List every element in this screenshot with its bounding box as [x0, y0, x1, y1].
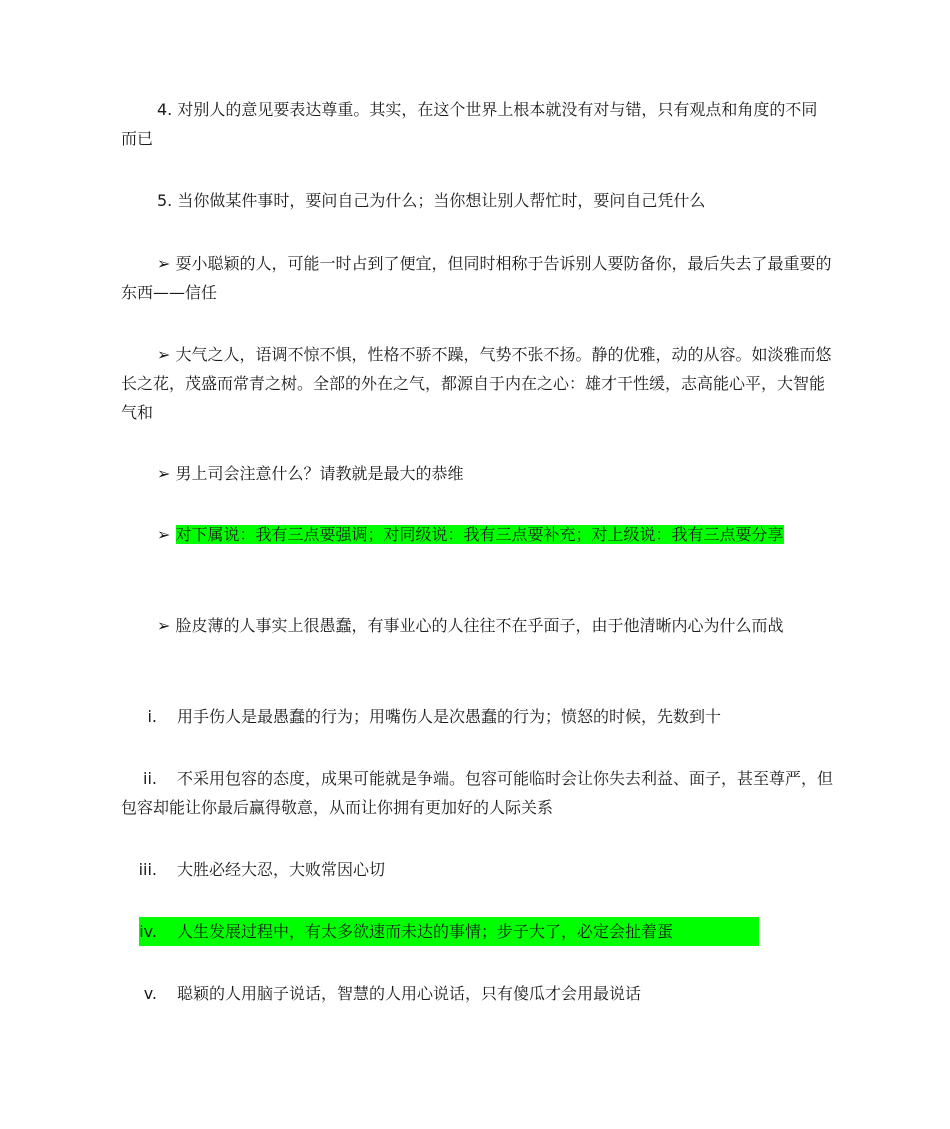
list-marker: 4.	[157, 100, 173, 119]
arrow-bullet-icon: ➢	[157, 464, 171, 483]
bullet-paragraph	[121, 611, 833, 640]
paragraph-text: 大气之人，语调不惊不惧，性格不骄不躁，气势不张不扬。静的优雅，动的从容。如淡雅而悠长之花，茂盛而常青之树。全部的外在之气，都源自于内在之心：雄才干性缓，志高能心平，大智能气和	[121, 345, 832, 422]
list-marker: 5.	[157, 191, 173, 210]
paragraph-5	[121, 186, 833, 215]
roman-marker: i.	[147, 707, 157, 726]
roman-item-text: 人生发展过程中，有太多欲速而未达的事情；步子大了，必定会扯着蛋	[177, 922, 674, 941]
paragraph-text: 当你做某件事时，要问自己为什么；当你想让别人帮忙时，要问自己凭什么	[177, 191, 706, 210]
roman-marker: iv.	[139, 922, 157, 941]
roman-marker: v.	[143, 984, 157, 1003]
paragraph-text: 耍小聪颖的人，可能一时占到了便宜，但同时相称于告诉别人要防备你，最后失去了最重要的东西——信任	[121, 254, 832, 302]
arrow-bullet-icon: ➢	[157, 345, 171, 364]
roman-list-item	[121, 979, 833, 1008]
roman-item-text: 不采用包容的态度，成果可能就是争端。包容可能临时会让你失去利益、面子，甚至尊严，但包容却能让你最后赢得敬意，从而让你拥有更加好的人际关系	[121, 769, 834, 817]
roman-marker: ii.	[143, 769, 157, 788]
roman-item-text: 聪颖的人用脑子说话，智慧的人用心说话，只有傻瓜才会用最说话	[177, 984, 642, 1003]
roman-item-text: 用手伤人是最愚蠢的行为；用嘴伤人是次愚蠢的行为；愤怒的时候，先数到十	[177, 707, 722, 726]
arrow-bullet-icon: ➢	[157, 616, 171, 635]
highlighted-roman-list-item	[121, 917, 833, 946]
roman-list-item	[121, 855, 833, 884]
paragraph-4	[121, 95, 833, 153]
bullet-paragraph	[121, 340, 833, 427]
paragraph-text: 脸皮薄的人事实上很愚蠢，有事业心的人往往不在乎面子，由于他清晰内心为什么而战	[175, 616, 784, 635]
paragraph-text: 男上司会注意什么？请教就是最大的恭维	[175, 464, 464, 483]
bullet-paragraph	[121, 459, 833, 488]
paragraph-text: 对别人的意见要表达尊重。其实，在这个世界上根本就没有对与错，只有观点和角度的不同而已	[121, 100, 818, 148]
roman-list-item	[121, 702, 833, 731]
arrow-bullet-icon: ➢	[157, 254, 171, 273]
roman-marker: iii.	[138, 860, 157, 879]
bullet-paragraph	[121, 249, 833, 307]
roman-list-item	[121, 764, 833, 822]
arrow-bullet-icon: ➢	[157, 525, 171, 544]
highlighted-bullet-paragraph	[121, 520, 833, 549]
highlighted-text: 对下属说：我有三点要强调；对同级说：我有三点要补充；对上级说：我有三点要分享	[175, 525, 784, 544]
roman-item-text: 大胜必经大忍，大败常因心切	[177, 860, 386, 879]
